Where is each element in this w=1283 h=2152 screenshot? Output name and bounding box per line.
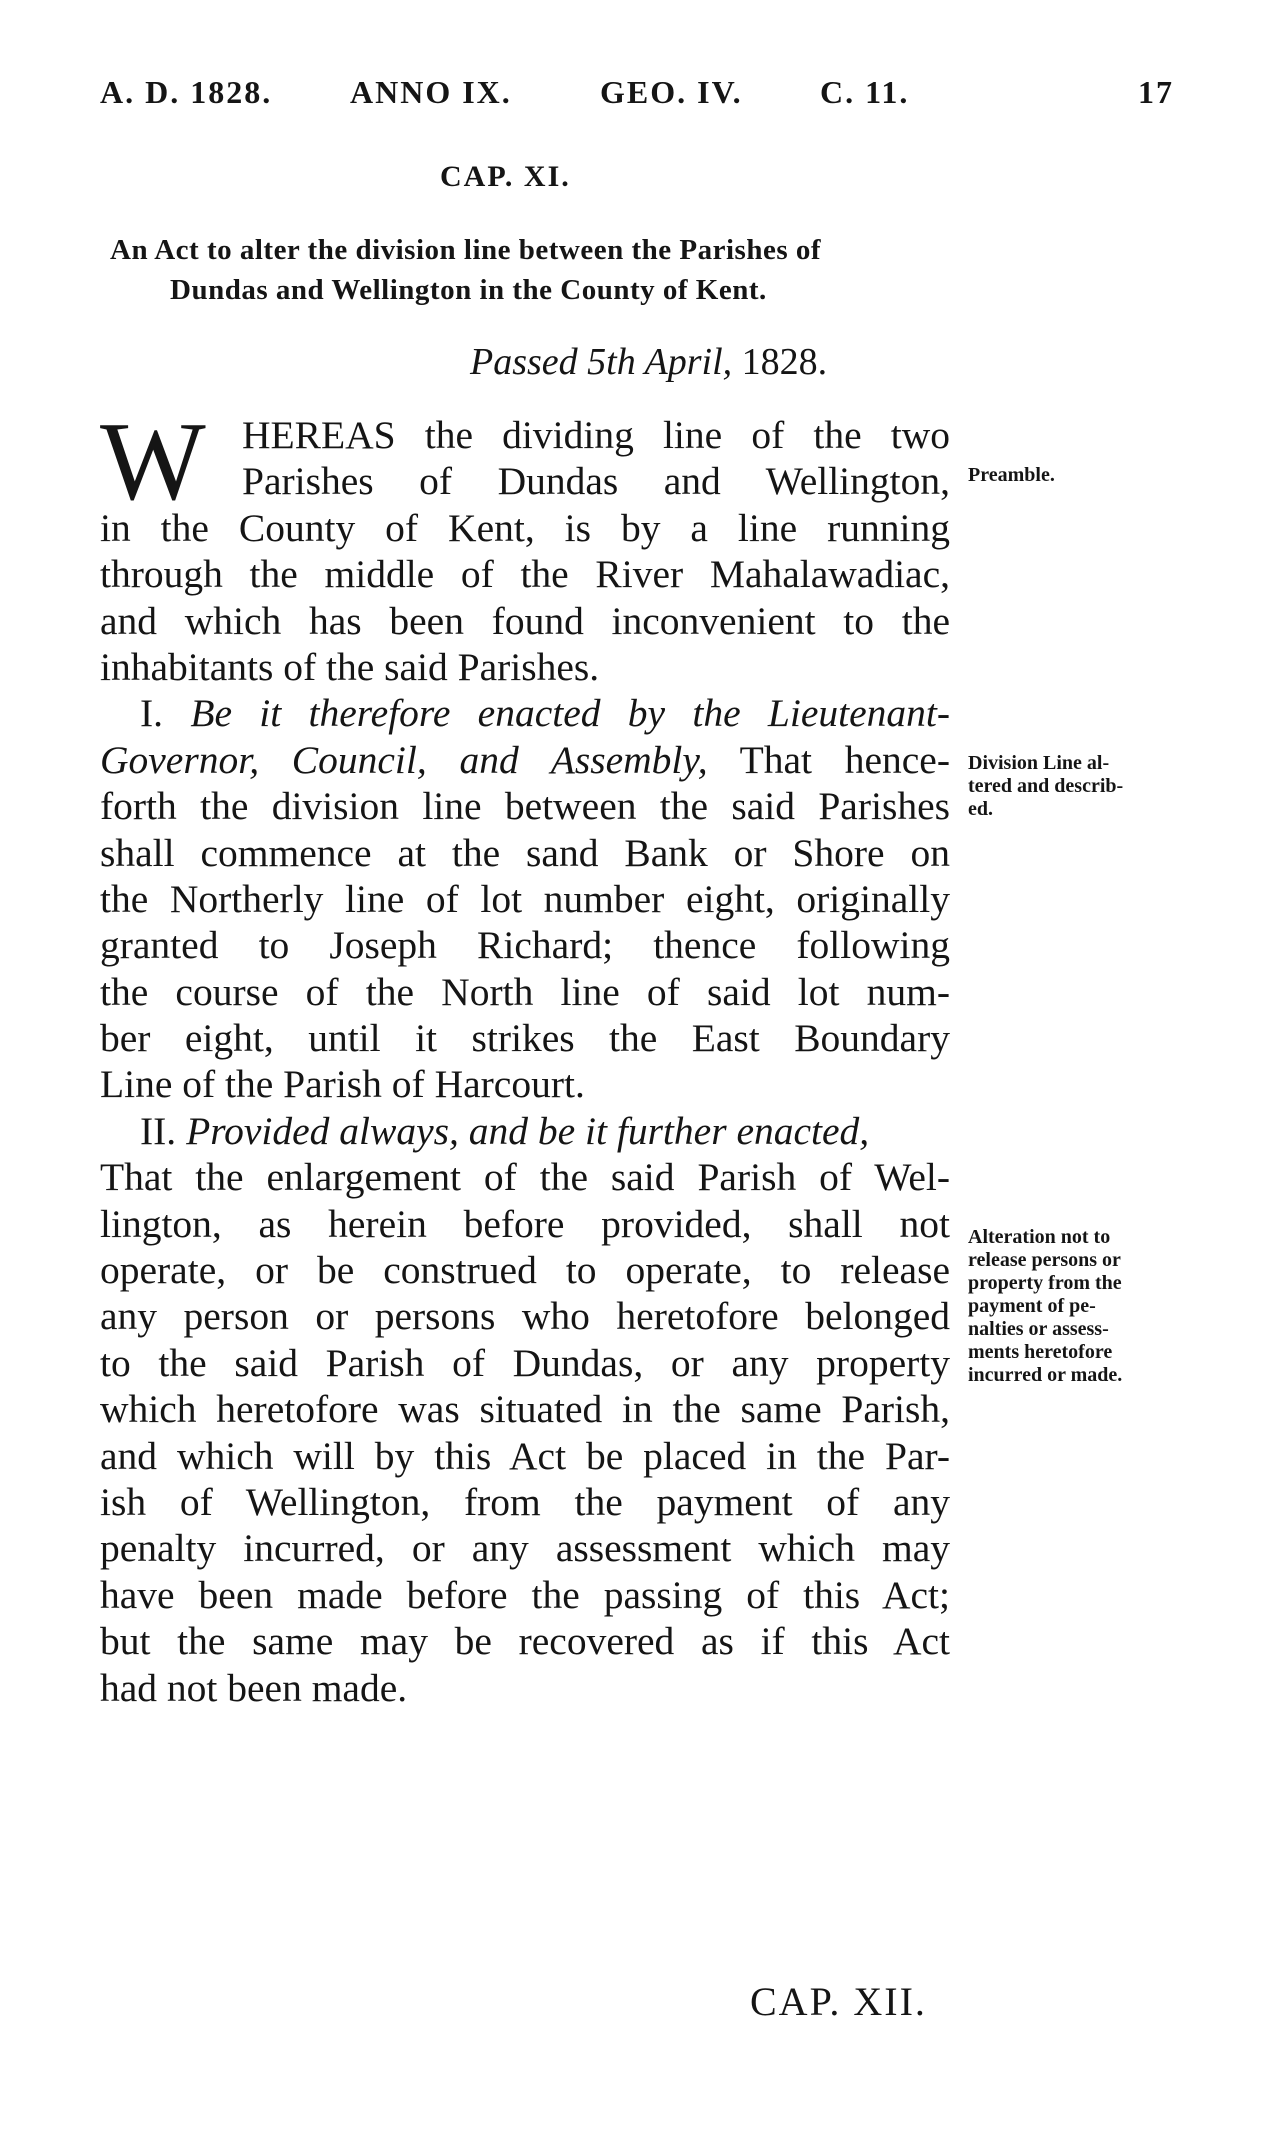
- margin-note-line: release persons or: [968, 1249, 1121, 1271]
- section-1-number: I.: [140, 691, 164, 736]
- preamble-line: through the middle of the River Mahalawadiac,: [100, 552, 950, 597]
- section-2-line: ish of Wellington, from the payment of any: [100, 1479, 950, 1524]
- act-title: [110, 230, 980, 310]
- catchword: CAP. XII.: [750, 1979, 927, 2024]
- act-title-line-2: Dundas and Wellington in the County of Kent.: [170, 274, 767, 306]
- enacting-words-2: Governor, Council, and Assembly,: [100, 737, 708, 782]
- section-1-line: the course of the North line of said lot num-: [100, 969, 950, 1014]
- margin-note-line: ments heretofore: [968, 1341, 1113, 1363]
- section-2-line: have been made before the passing of this Act;: [100, 1572, 950, 1617]
- act-title-line-1: An Act to alter the division line between the Parishes of: [110, 234, 822, 266]
- section-1-line: ber eight, until it strikes the East Boundary: [100, 1016, 950, 1061]
- section-2-number: II.: [140, 1108, 177, 1153]
- section-1-enacting-clause: [100, 690, 950, 736]
- section-1-line: granted to Joseph Richard; thence following: [100, 923, 950, 968]
- section-2-line: and which will by this Act be placed in the Par-: [100, 1433, 950, 1478]
- margin-note-alteration: [968, 1226, 1183, 1387]
- act-body: [100, 400, 951, 1711]
- passed-year: 1828.: [741, 341, 828, 383]
- section-2-line: had not been made.: [100, 1665, 408, 1710]
- section-2-proviso: [100, 1108, 950, 1154]
- section-2-line: operate, or be construed to operate, to release: [100, 1248, 950, 1293]
- margin-note-line: nalties or assess-: [968, 1318, 1109, 1340]
- chapter-title: CAP. XI.: [440, 160, 571, 193]
- margin-note-preamble: [968, 464, 1183, 487]
- header-year: A. D. 1828.: [100, 74, 273, 110]
- margin-note-line: payment of pe-: [968, 1295, 1096, 1317]
- section-2-line: any person or persons who heretofore belonged: [100, 1294, 950, 1339]
- preamble-line: Parishes of Dundas and Wellington,: [242, 459, 950, 504]
- passed-date: [470, 340, 827, 384]
- preamble-line: in the County of Kent, is by a line running: [100, 505, 950, 550]
- header-chapter: C. 11.: [820, 74, 910, 110]
- section-1-line: forth the division line between the said Parishes: [100, 784, 950, 829]
- margin-note-division: [968, 752, 1183, 821]
- section-1-line: shall commence at the sand Bank or Shore on: [100, 830, 950, 875]
- margin-note-line: property from the: [968, 1272, 1122, 1294]
- margin-note-line: Preamble.: [968, 464, 1055, 486]
- margin-note-line: incurred or made.: [968, 1364, 1123, 1386]
- enacting-words-1: Be it therefore enacted by the Lieutenant-: [190, 691, 951, 736]
- section-1-line: That hence-: [739, 737, 950, 782]
- margin-note-line: tered and describ-: [968, 775, 1124, 797]
- section-1-line: the Northerly line of lot number eight, originally: [100, 876, 950, 921]
- margin-note-line: Alteration not to: [968, 1226, 1111, 1248]
- header-reign: GEO. IV.: [600, 74, 743, 110]
- drop-cap: W: [100, 400, 206, 524]
- preamble-line: and which has been found inconvenient to the: [100, 598, 950, 643]
- page-number: 17: [1138, 74, 1174, 110]
- section-1-line: Line of the Parish of Harcourt.: [100, 1062, 585, 1107]
- section-2-line: to the said Parish of Dundas, or any property: [100, 1340, 950, 1385]
- section-1-enacting-clause-cont: [100, 737, 950, 783]
- proviso-words: Provided always, and be it further enacted,: [186, 1108, 870, 1153]
- section-2-line: penalty incurred, or any assessment which may: [100, 1526, 950, 1571]
- header-anno: ANNO IX.: [350, 74, 512, 110]
- preamble-line: HEREAS the dividing line of the two: [242, 413, 950, 457]
- section-2-line: lington, as herein before provided, shall not: [100, 1201, 950, 1246]
- section-2-line: which heretofore was situated in the same Parish,: [100, 1387, 950, 1432]
- passed-label: Passed 5th April,: [470, 341, 733, 383]
- margin-note-line: Division Line al-: [968, 752, 1110, 774]
- section-2-line: but the same may be recovered as if this Act: [100, 1619, 950, 1664]
- margin-note-line: ed.: [968, 798, 993, 820]
- preamble-line: inhabitants of the said Parishes.: [100, 644, 600, 689]
- section-2-line: That the enlargement of the said Parish of Wel-: [100, 1155, 950, 1200]
